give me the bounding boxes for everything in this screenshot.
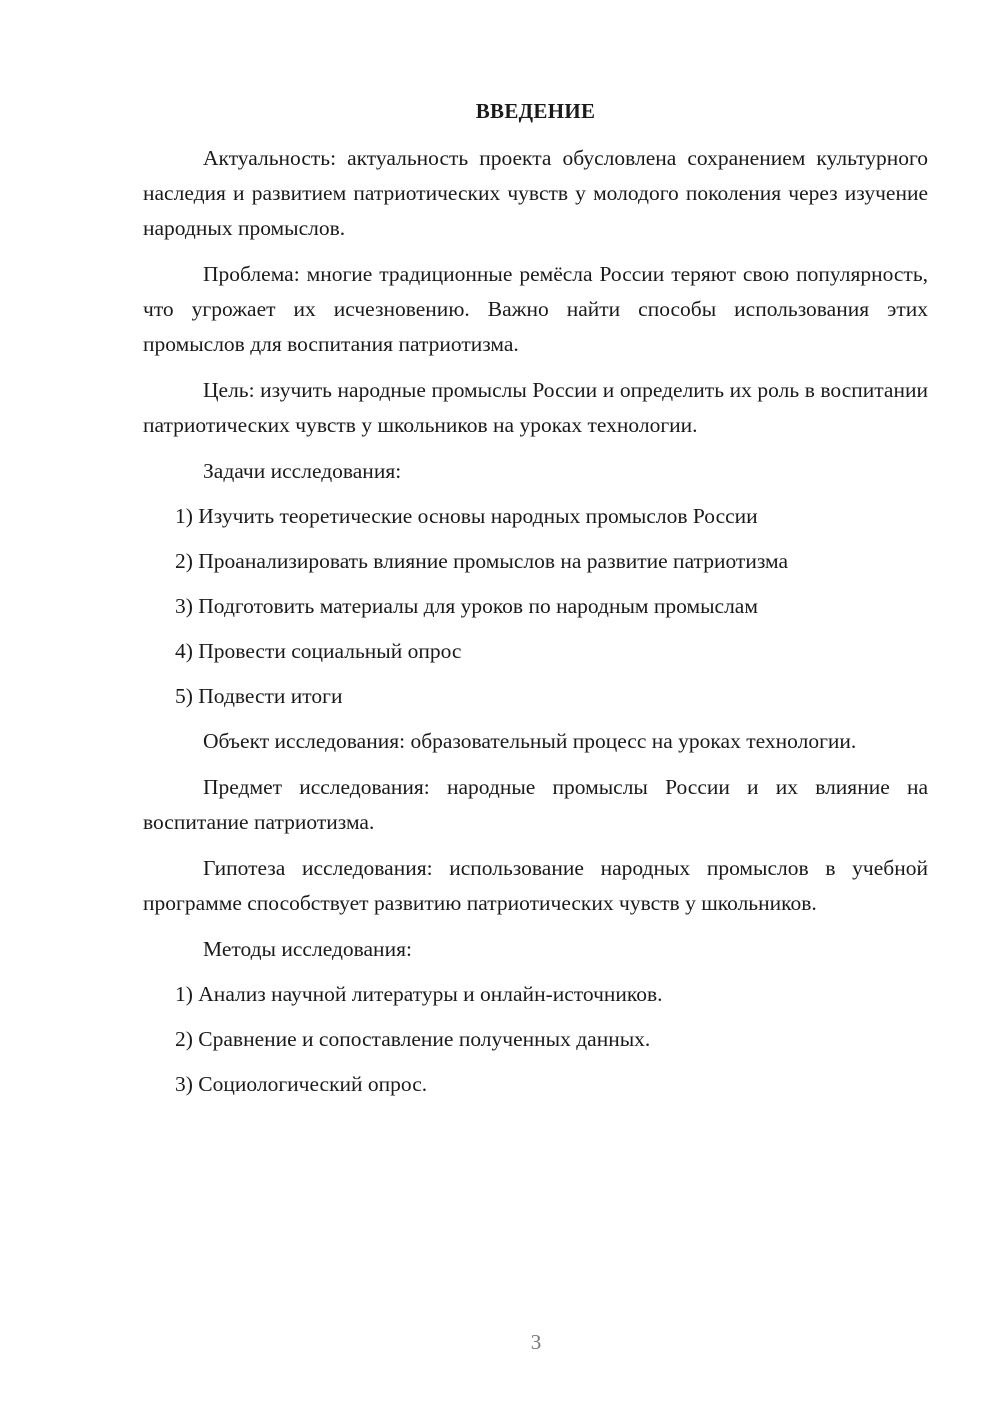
methods-title: Методы исследования: [203,937,412,961]
methods-list [143,977,928,1102]
problem-paragraph: Проблема: многие традиционные ремёсла России теряют свою популярность, что угрожает их исчезновению. Важно найти способы использования этих промыслов для воспитания патриотизма. [143,262,928,356]
list-item: 4) Провести социальный опрос [175,639,462,663]
section-heading: ВВЕДЕНИЕ [475,99,596,123]
list-item: 3) Социологический опрос. [175,1072,428,1096]
list-item: 3) Подготовить материалы для уроков по народным промыслам [175,594,758,618]
subject-paragraph: Предмет исследования: народные промыслы России и их влияние на воспитание патриотизма. [143,775,928,834]
list-item: 2) Проанализировать влияние промыслов на развитие патриотизма [175,549,789,573]
tasks-list [143,499,928,714]
object-paragraph: Объект исследования: образовательный процесс на уроках технологии. [203,729,857,753]
list-item: 1) Анализ научной литературы и онлайн-источников. [175,982,663,1006]
list-item: 1) Изучить теоретические основы народных промыслов России [175,504,758,528]
hypothesis-paragraph: Гипотеза исследования: использование народных промыслов в учебной программе способствует развитию патриотических чувств у школьников. [143,856,928,915]
goal-paragraph: Цель: изучить народные промыслы России и определить их роль в воспитании патриотических чувств у школьников на уроках технологии. [143,378,928,437]
list-item: 5) Подвести итоги [175,684,343,708]
relevance-paragraph: Актуальность: актуальность проекта обусловлена сохранением культурного наследия и развитием патриотических чувств у молодого поколения через изучение народных промыслов. [143,146,928,240]
page-content [143,94,928,1112]
list-item: 2) Сравнение и сопоставление полученных данных. [175,1027,651,1051]
page-number: 3 [530,1330,542,1354]
tasks-title: Задачи исследования: [203,459,402,483]
